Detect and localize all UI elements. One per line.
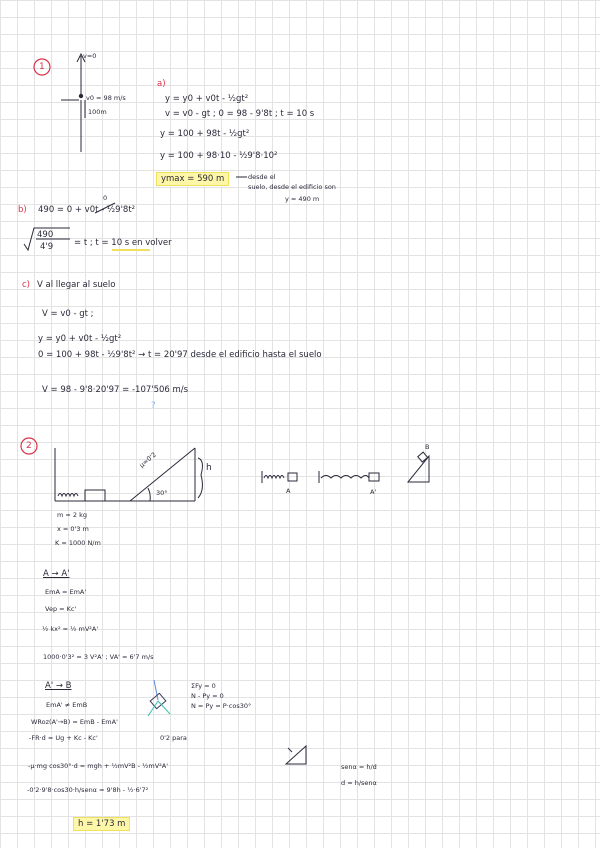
n-equals-py: N = Py = P·cos30°: [191, 702, 252, 710]
sen-alpha: senα = h/d: [341, 763, 377, 771]
point-b-label: B: [425, 443, 430, 451]
sec2-title: A' → B: [45, 681, 72, 691]
part-a-line3: y = 100 + 98t - ½gt²: [160, 129, 250, 139]
point-a-label: A: [286, 487, 291, 495]
part-a-label: a): [157, 79, 166, 89]
point-a-prime-label: A': [370, 488, 377, 496]
n-minus-py: N - Py = 0: [191, 692, 224, 700]
given-mass: m = 2 kg: [57, 511, 88, 519]
v0-label: v0 = 98 m/s: [86, 94, 126, 102]
sec1-line4: 1000·0'3² = 3 V²A' ; VA' = 6'7 m/s: [43, 653, 154, 661]
sec2-line2: WRoz(A'→B) = EmB - EmA': [31, 718, 118, 726]
sec1-line1: EmA = EmA': [45, 588, 87, 596]
sec2-line1: EmA' ≠ EmB: [46, 701, 88, 709]
sec2-side-note: 0'2 para: [160, 734, 187, 742]
throw-diagram: [55, 48, 115, 158]
arrow-note: [236, 174, 250, 180]
fraction-numerator: 490: [37, 230, 54, 240]
part-c-line3: 0 = 100 + 98t - ½9'8t² → t = 20'97 desde el edificio hasta el suelo: [38, 350, 322, 360]
part-b-result: = t ; t = 10 s en volver: [74, 238, 172, 248]
part-b-cancel-zero: 0: [103, 194, 108, 202]
spring-a-sketch: [262, 470, 302, 484]
given-k: K = 1000 N/m: [55, 539, 101, 547]
sec1-line2: Vep = Kc': [45, 605, 77, 613]
part-c-title: V al llegar al suelo: [37, 280, 116, 290]
question-mark: ?: [151, 401, 156, 411]
v-zero-label: v=0: [83, 52, 97, 60]
given-x: x = 0'3 m: [57, 525, 89, 533]
part-a-line4: y = 100 + 98·10 - ½9'8·10²: [160, 151, 278, 161]
part-a-line2: v = v0 - gt ; 0 = 98 - 9'8t ; t = 10 s: [165, 109, 315, 119]
part-a-note1: desde el: [248, 173, 276, 181]
part-b-label: b): [18, 205, 27, 215]
ymax-answer: ymax = 590 m: [156, 172, 229, 186]
block-b-sketch: [405, 448, 435, 488]
incline-mu-label: μ=0'2: [137, 450, 158, 470]
final-answer: h = 1'73 m: [73, 817, 130, 831]
fraction-denominator: 4'9: [40, 242, 54, 252]
incline-diagram: [50, 440, 220, 510]
angle-label: 30°: [156, 489, 168, 497]
part-c-label: c): [22, 280, 30, 290]
sec1-title: A → A': [43, 569, 70, 579]
height-label: 100m: [88, 108, 107, 116]
part-c-line4: V = 98 - 9'8·20'97 = -107'506 m/s: [42, 385, 189, 395]
free-body-sketch: [140, 678, 180, 722]
h-label: h: [206, 463, 212, 473]
part-b-line1: 490 = 0 + v0t - ½9'8t²: [38, 205, 136, 215]
problem2-number: 2: [26, 441, 32, 451]
sec1-line3: ½ kx² = ½ mV²A': [42, 625, 99, 633]
sec2-line3: -FR·d = Ug + Kc - Kc': [29, 734, 98, 742]
part-c-line1: V = v0 - gt ;: [42, 309, 94, 319]
d-equals: d = h/senα: [341, 779, 377, 787]
sec2-line4: -μ·mg cos30°·d = mgh + ½mV²B - ½mV²A': [28, 762, 168, 770]
problem1-number: 1: [39, 62, 45, 72]
result-underline: [112, 248, 152, 252]
sec2-line5: -0'2·9'8·cos30·h/senα = 9'8h - ½·6'7²: [27, 786, 149, 794]
part-a-note3: y = 490 m: [285, 195, 320, 203]
small-triangle: [284, 744, 314, 768]
part-a-note2: suelo, desde el edificio son: [248, 183, 336, 191]
cancel-strike: [93, 201, 119, 215]
sum-fy: ΣFy = 0: [191, 682, 216, 690]
spring-a-prime-sketch: [319, 470, 383, 484]
part-c-line2: y = y0 + v0t - ½gt²: [38, 334, 122, 344]
part-a-line1: y = y0 + v0t - ½gt²: [165, 94, 249, 104]
